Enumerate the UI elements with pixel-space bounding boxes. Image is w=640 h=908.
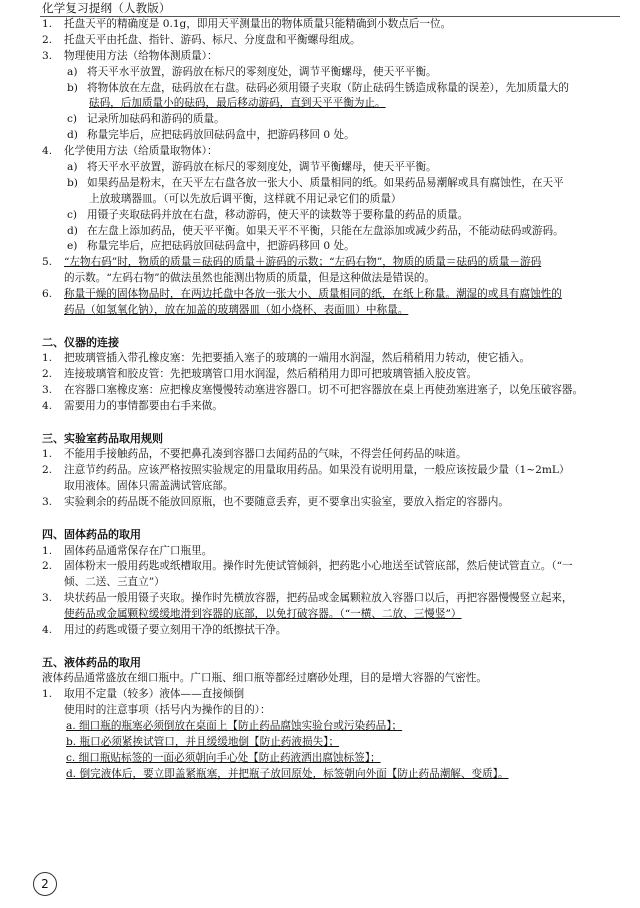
- list-item: 5. “左物右码”时，物质的质量＝砝码的质量＋游码的示数；“左码右物”，物质的质量＝砝码的质量－游码: [42, 256, 542, 269]
- list-item: 1. 不能用手接触药品，不要把鼻孔凑到容器口去闻药品的气味，不得尝任何药品的味道。: [42, 448, 467, 461]
- sub-item: e) 称量完毕后，应把砝码放回砝码盒中，把游码移回 0 处。: [67, 240, 355, 253]
- sub-item: d) 称量完毕后，应把砝码放回砝码盒中，把游码移回 0 处。: [67, 129, 355, 142]
- page-header: [40, 0, 620, 17]
- continuation-line: 上放玻璃器皿。（可以先放后调平衡，这样就不用记录它们的质量）: [89, 192, 402, 205]
- list-item: 4. 需要用力的事情都要由右手来做。: [42, 400, 223, 413]
- list-item: 2. 托盘天平由托盘、指针、游码、标尺、分度盘和平衡螺母组成。: [42, 33, 361, 46]
- list-item: 2. 注意节约药品。应该严格按照实验规定的用量取用药品。如果没有说明用量，一般应该按最少量（1~2mL）: [42, 464, 570, 477]
- list-item: 1. 把玻璃管插入带孔橡皮塞：先把要插入塞子的玻璃的一端用水润湿，然后稍稍用力转动，使它插入。: [42, 352, 531, 365]
- page-content: [42, 17, 624, 783]
- list-item: 3. 实验剩余的药品既不能放回原瓶，也不要随意丢弃，更不要拿出实验室，要放入指定的容器内。: [42, 496, 509, 509]
- paragraph: 液体药品通常盛放在细口瓶中。广口瓶、细口瓶等都经过磨砂处理，目的是增大容器的气密性。: [42, 672, 487, 685]
- precaution-d: d. 倒完液体后，要立即盖紧瓶塞，并把瓶子放回原处，标签朝向外面【防止药品潮解、变质】。: [66, 767, 509, 780]
- sub-item: a) 将天平水平放置，游码放在标尺的零刻度处，调节平衡螺母，使天平平衡。: [67, 161, 437, 174]
- continuation-line: 倾、二送、三直立”）: [64, 576, 165, 589]
- continuation-line: 取用液体。固体只需盖满试管底部。: [64, 480, 234, 493]
- continuation-line: 砝码，后加质量小的砝码，最后移动游码，直到天平平衡为止。: [89, 97, 386, 110]
- continuation-line: 使药品或金属颗粒缓缓地滑到容器的底部，以免打破容器。（“一横、二放、三慢竖”）: [64, 608, 462, 621]
- list-item: 3. 在容器口塞橡皮塞：应把橡皮塞慢慢转动塞进容器口。切不可把容器放在桌上再使劲塞进塞子，以免压破容器。: [42, 384, 584, 397]
- sub-item: a) 将天平水平放置，游码放在标尺的零刻度处，调节平衡螺母，使天平平衡。: [67, 65, 437, 78]
- sub-item: b) 将物体放在左盘，砝码放在右盘。砝码必须用镊子夹取（防止砝码生锈造成称量的误差），先加质量大的: [67, 81, 570, 94]
- list-item: 1. 固体药品通常保存在广口瓶里。: [42, 544, 213, 557]
- sub-item: d) 在左盘上添加药品，使天平平衡。如果天平不平衡，只能在左盘添加或减少药品，不能动砝码或游码。: [67, 224, 564, 237]
- list-item: 3. 块状药品一般用镊子夹取。操作时先横放容器，把药品或金属颗粒放入容器口以后，再把容器慢慢竖立起来，: [42, 592, 573, 605]
- section-heading: 五、液体药品的取用: [42, 655, 141, 669]
- precaution-c: c. 细口瓶贴标签的一面必须朝向手心处【防止药液洒出腐蚀标签】；: [66, 751, 381, 764]
- list-item: 2. 连接玻璃管和胶皮管：先把玻璃管口用水润湿，然后稍稍用力即可把玻璃管插入胶皮管。: [42, 368, 478, 381]
- section-heading: 二、仪器的连接: [42, 335, 119, 349]
- list-item: 1. 取用不定量（较多）液体——直接倾倒: [42, 688, 245, 701]
- continuation-line: 的示数。“左码右物”的做法虽然也能测出物质的质量，但是这种做法是错误的。: [64, 272, 436, 285]
- list-item: 2. 固体粉末一般用药匙或纸槽取用。操作时先使试管倾斜，把药匙小心地送至试管底部，然后使试管直立。（“一: [42, 560, 573, 573]
- note-line: 使用时的注意事项（括号内为操作的目的）：: [64, 704, 271, 717]
- precaution-a: a. 细口瓶的瓶塞必须倒放在桌面上【防止药品腐蚀实验台或污染药品】；: [66, 720, 403, 733]
- sub-item: b) 如果药品是粉末，在天平左右盘各放一张大小、质量相同的纸。如果药品易潮解或具有腐蚀性，在天平: [67, 176, 564, 189]
- list-item: 4. 化学使用方法（给质量取物体）：: [42, 145, 218, 158]
- sub-item: c) 用镊子夹取砝码并放在右盘，移动游码，使天平的读数等于要称量的药品的质量。: [67, 208, 469, 221]
- list-item: 4. 用过的药匙或镊子要立刻用干净的纸擦拭干净。: [42, 624, 287, 636]
- list-item: 3. 物理使用方法（给物体测质量）：: [42, 49, 218, 62]
- sub-item: c) 记录所加砝码和游码的质量。: [67, 113, 225, 126]
- list-item: 1. 托盘天平的精确度是 0.1g，即用天平测量出的物体质量只能精确到小数点后一位。: [42, 18, 452, 30]
- list-item: 6. 称量干燥的固体物品时，在两边托盘中各放一张大小、质量相同的纸，在纸上称量。潮湿的或具有腐蚀性的: [42, 288, 562, 301]
- header-title: 化学复习提纲（人教版）: [42, 1, 171, 15]
- precaution-b: b. 瓶口必须紧挨试管口，并且缓缓地倒【防止药液损失】；: [66, 735, 340, 748]
- section-heading: 四、固体药品的取用: [42, 528, 141, 542]
- section-heading: 三、实验室药品取用规则: [42, 431, 163, 445]
- page-number: 2: [33, 872, 57, 896]
- continuation-line: 药品（如氢氧化钠），放在加盖的玻璃器皿（如小烧杯、表面皿）中称量。: [64, 304, 409, 317]
